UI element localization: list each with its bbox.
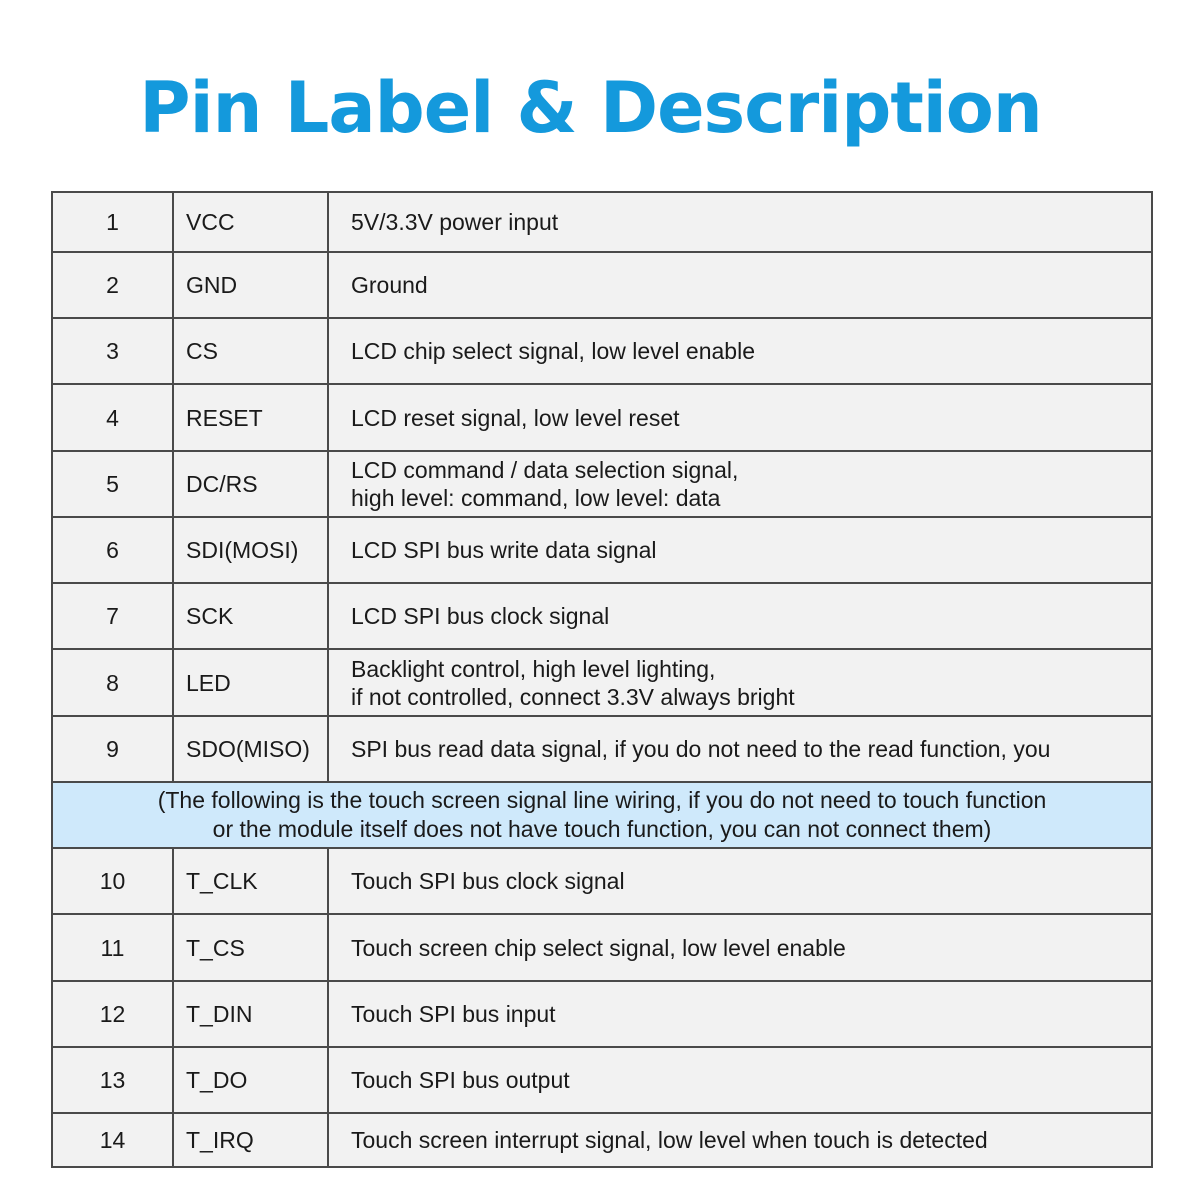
pin-description-line: LCD command / data selection signal, [351,457,739,483]
pin-label: RESET [173,384,328,451]
table-row [52,583,1152,649]
pin-table [51,191,1153,1168]
table-row [52,848,1152,914]
pin-description: Touch SPI bus input [328,981,1152,1047]
table-row [52,192,1152,252]
table-row [52,914,1152,981]
pin-description: Touch screen chip select signal, low level enable [328,914,1152,981]
touch-note [52,782,1152,848]
pin-number: 4 [52,384,173,451]
pin-number: 6 [52,517,173,583]
table-row [52,252,1152,318]
pin-label: T_DO [173,1047,328,1113]
pin-number: 12 [52,981,173,1047]
pin-label: LED [173,649,328,716]
pin-label: T_DIN [173,981,328,1047]
pin-label: SDO(MISO) [173,716,328,782]
pin-label: SDI(MOSI) [173,517,328,583]
pin-number: 5 [52,451,173,517]
table-row [52,318,1152,384]
pin-description: LCD chip select signal, low level enable [328,318,1152,384]
table-row [52,649,1152,716]
pin-number: 10 [52,848,173,914]
pin-description: Touch SPI bus clock signal [328,848,1152,914]
pin-label: T_CS [173,914,328,981]
pin-description: Ground [328,252,1152,318]
page-title: Pin Label & Description [139,67,1042,149]
pin-description-line: if not controlled, connect 3.3V always bright [351,683,795,710]
table-row [52,384,1152,451]
pin-label: CS [173,318,328,384]
pin-description [328,451,1152,517]
pin-description: SPI bus read data signal, if you do not need to the read function, you [328,716,1152,782]
pin-description-line: high level: command, low level: data [351,485,721,511]
table-row [52,451,1152,517]
pin-label: DC/RS [173,451,328,517]
pin-label: T_IRQ [173,1113,328,1167]
pin-description: Touch screen interrupt signal, low level when touch is detected [328,1113,1152,1167]
pin-number: 14 [52,1113,173,1167]
pin-number: 8 [52,649,173,716]
table-row [52,517,1152,583]
pin-label: T_CLK [173,848,328,914]
pin-description [328,649,1152,716]
pin-description: LCD reset signal, low level reset [328,384,1152,451]
pin-description: Touch SPI bus output [328,1047,1152,1113]
touch-note-row [52,782,1152,848]
table-row [52,981,1152,1047]
pin-description: LCD SPI bus write data signal [328,517,1152,583]
pin-label: SCK [173,583,328,649]
pin-number: 11 [52,914,173,981]
pin-number: 1 [52,192,173,252]
touch-note-line: or the module itself does not have touch function, you can not connect them) [212,816,992,842]
table-row [52,716,1152,782]
pin-number: 7 [52,583,173,649]
pin-description: LCD SPI bus clock signal [328,583,1152,649]
touch-note-line: (The following is the touch screen signal line wiring, if you do not need to touch function [157,787,1047,813]
pin-number: 3 [52,318,173,384]
pin-description: 5V/3.3V power input [328,192,1152,252]
pin-label: VCC [173,192,328,252]
table-row [52,1113,1152,1167]
pin-number: 13 [52,1047,173,1113]
table-row [52,1047,1152,1113]
pin-number: 9 [52,716,173,782]
pin-description-line: Backlight control, high level lighting, [351,655,716,682]
pin-number: 2 [52,252,173,318]
pin-label: GND [173,252,328,318]
